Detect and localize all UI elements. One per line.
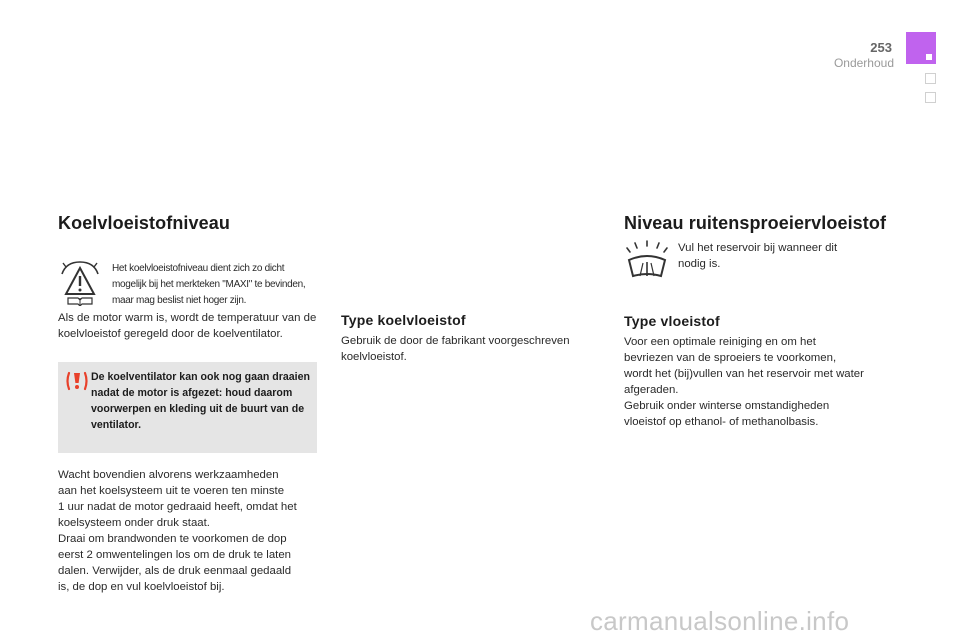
text-line: Gebruik onder winterse omstandigheden — [624, 400, 830, 412]
text-line: Draai om brandwonden te voorkomen de dop — [58, 533, 287, 545]
coolant-level-heading: Koelvloeistofniveau — [58, 213, 230, 233]
warning-box — [58, 362, 317, 453]
section-tab-active[interactable] — [906, 32, 936, 64]
watermark: carmanualsonline.info — [590, 606, 850, 636]
text-line: aan het koelsysteem uit te voeren ten minste — [58, 485, 285, 497]
text-line: afgeraden. — [624, 384, 679, 396]
text-line: 1 uur nadat de motor gedraaid heeft, omdat het — [58, 501, 297, 513]
text-line: bevriezen van de sproeiers te voorkomen, — [624, 352, 837, 364]
page-number: 253 — [870, 40, 892, 55]
washer-level-heading: Niveau ruitensproeiervloeistof — [624, 213, 887, 233]
text-line: wordt het (bij)vullen van het reservoir met water — [624, 368, 864, 380]
text-line: eerst 2 omwentelingen los om de druk te laten — [58, 549, 292, 561]
coolant-type-heading: Type koelvloeistof — [341, 312, 466, 328]
text-line: vloeistof op ethanol- of methanolbasis. — [624, 416, 819, 428]
tab-dot — [926, 54, 932, 60]
text-line: dalen. Verwijder, als de druk eenmaal gedaald — [58, 565, 292, 577]
section-tab-empty[interactable] — [925, 73, 936, 84]
washer-type-heading: Type vloeistof — [624, 313, 720, 329]
text-line: koelsysteem onder druk staat. — [58, 517, 210, 529]
text-line: is, de dop en vul koelvloeistof bij. — [58, 581, 225, 593]
coolant-type-text: Gebruik de door de fabrikant voorgeschreven koelvloeistof. — [341, 335, 570, 363]
coolant-paragraph-2 — [58, 467, 320, 595]
coolant-paragraph: Als de motor warm is, wordt de temperatuur van de koelvloeistof geregeld door de koelventilator. — [58, 312, 317, 340]
section-tab-empty[interactable] — [925, 92, 936, 103]
windscreen-washer-icon — [624, 240, 670, 282]
warning-text: De koelventilator kan ook nog gaan draaien nadat de motor is afgezet: houd daarom voorwerpen en kleding uit de buurt van de ventilator. — [91, 371, 310, 431]
coolant-warning-icon — [58, 260, 102, 306]
text-line: Wacht bovendien alvorens werkzaamheden — [58, 469, 279, 481]
washer-type-text — [624, 334, 904, 430]
warning-exclamation-icon — [66, 371, 88, 391]
text-line: Voor een optimale reiniging en om het — [624, 336, 816, 348]
section-name: Onderhoud — [833, 56, 894, 70]
washer-note: Vul het reservoir bij wanneer dit nodig is. — [678, 242, 838, 270]
coolant-note: Het koelvloeistofniveau dient zich zo dicht mogelijk bij het merkteken "MAXI" te bevinden, maar mag beslist niet hoger zijn. — [112, 263, 306, 306]
